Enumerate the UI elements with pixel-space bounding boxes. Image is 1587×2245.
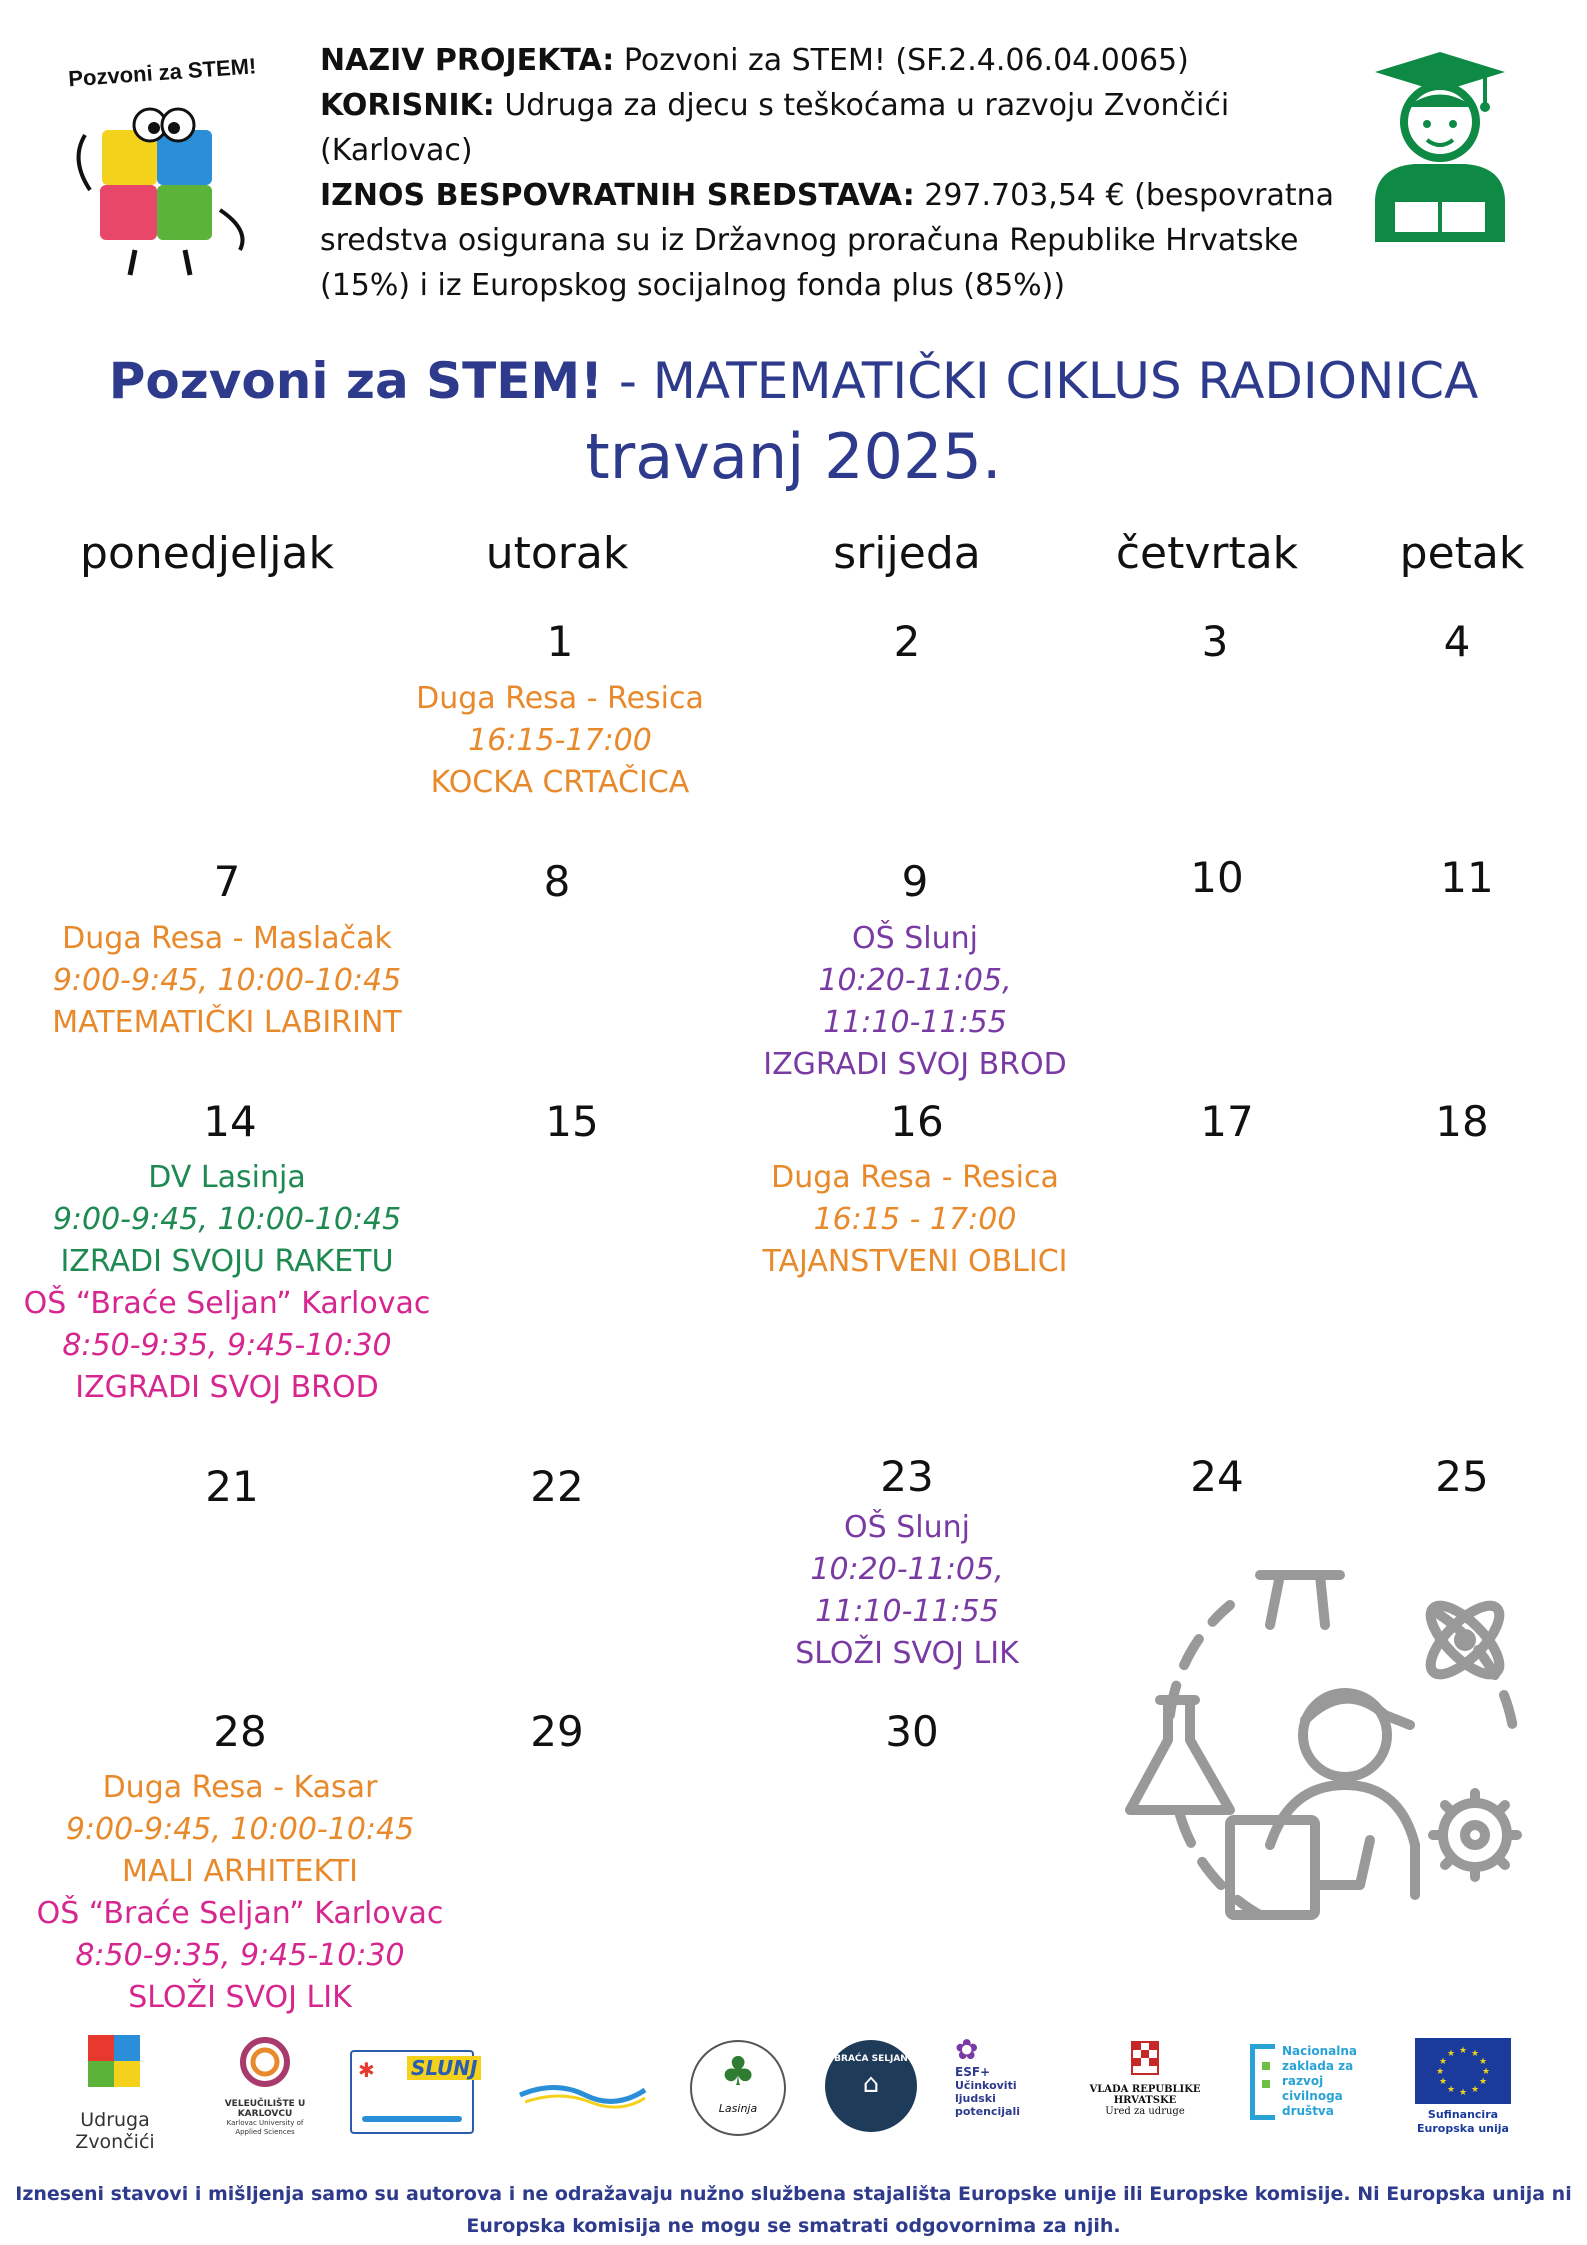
svg-text:★: ★	[1446, 2085, 1456, 2095]
day-number: 30	[885, 1707, 939, 1756]
event-apr28-seljan: OŠ “Braće Seljan” Karlovac 8:50-9:35, 9:45-10:30 SLOŽI SVOJ LIK	[36, 1896, 444, 2015]
weekday-monday: ponedjeljak	[80, 528, 334, 579]
stem-illustration	[1120, 1555, 1560, 1975]
day-number: 16	[890, 1097, 944, 1146]
day-number: 2	[893, 617, 921, 666]
day-number: 1	[546, 617, 574, 666]
logo-eu: ★ ★ ★ ★ ★ ★ ★ ★ ★ ★ ★ ★ Sufinancira Europska unija	[1408, 2038, 1518, 2148]
day-number: 21	[205, 1462, 259, 1511]
weekday-tuesday: utorak	[485, 528, 629, 579]
svg-text:★: ★	[1470, 2049, 1480, 2059]
day-number: 14	[203, 1097, 257, 1146]
day-number: 10	[1190, 853, 1244, 902]
logo-zvoncici	[40, 2030, 190, 2153]
project-info	[320, 38, 1340, 308]
day-number: 24	[1190, 1452, 1244, 1501]
page-title: Pozvoni za STEM! - MATEMATIČKI CIKLUS RADIONICA	[108, 352, 1479, 410]
event-apr14-seljan: OŠ “Braće Seljan” Karlovac 8:50-9:35, 9:45-10:30 IZGRADI SVOJ BROD	[23, 1286, 431, 1405]
event-apr16: Duga Resa - Resica 16:15 - 17:00 TAJANSTVENI OBLICI	[762, 1160, 1068, 1279]
day-number: 15	[545, 1097, 599, 1146]
amount-line: IZNOS BESPOVRATNIH SREDSTAVA: 297.703,54 € (bespovratna sredstva osigurana su iz Državnog proračuna Republike Hrvatske (15%) i iz Europskog socijalnog fonda plus (85%))	[320, 178, 1335, 303]
svg-text:★: ★	[1481, 2067, 1491, 2077]
month-title: travanj 2025.	[585, 420, 1002, 493]
day-number: 18	[1435, 1097, 1489, 1146]
day-number: 29	[530, 1707, 584, 1756]
event-apr23: OŠ Slunj 10:20-11:05, 11:10-11:55 SLOŽI SVOJ LIK	[795, 1510, 1019, 1671]
svg-text:★: ★	[1435, 2067, 1445, 2077]
day-number: 3	[1201, 617, 1229, 666]
event-apr1: Duga Resa - Resica 16:15-17:00 KOCKA CRTAČICA	[416, 681, 704, 800]
logo-os-slunj: SLUNJ ✱	[350, 2050, 474, 2134]
logo-nacionalna-zaklada: Nacionalna zaklada za razvoj civilnoga društva	[1250, 2040, 1390, 2140]
eu-flag-icon	[1415, 2038, 1511, 2104]
disclaimer: Izneseni stavovi i mišljenja samo su autorova i ne odražavaju nužno službena stajališta Europske unije ili Europske komisije. Ni Europska unija ni Europska komisija ne mogu se smatrati odgovornima za njih.	[15, 2183, 1572, 2237]
project-logo	[50, 40, 280, 280]
svg-text:★: ★	[1438, 2077, 1448, 2087]
logo-lasinja: ♣ Lasinja	[690, 2040, 786, 2136]
project-name-line: NAZIV PROJEKTA: Pozvoni za STEM! (SF.2.4.06.04.0065)	[320, 43, 1189, 78]
svg-text:★: ★	[1458, 2046, 1468, 2056]
event-apr28-kasar: Duga Resa - Kasar 9:00-9:45, 10:00-10:45 MALI ARHITEKTI	[65, 1770, 415, 1889]
svg-text:★: ★	[1438, 2057, 1448, 2067]
weekday-thursday: četvrtak	[1115, 528, 1299, 579]
day-number: 17	[1200, 1097, 1254, 1146]
svg-text:★: ★	[1478, 2077, 1488, 2087]
day-number: 8	[543, 857, 571, 906]
svg-text:★: ★	[1478, 2057, 1488, 2067]
day-number: 23	[880, 1452, 934, 1501]
day-number: 22	[530, 1462, 584, 1511]
event-apr7: Duga Resa - Maslačak 9:00-9:45, 10:00-10:45 MATEMATIČKI LABIRINT	[52, 921, 402, 1040]
event-apr9: OŠ Slunj 10:20-11:05, 11:10-11:55 IZGRADI SVOJ BROD	[763, 921, 1067, 1082]
day-number: 4	[1443, 617, 1471, 666]
svg-text:★: ★	[1446, 2049, 1456, 2059]
logo-wave	[515, 2070, 650, 2110]
day-number: 7	[213, 857, 241, 906]
svg-text:★: ★	[1470, 2085, 1480, 2095]
weekday-friday: petak	[1399, 528, 1525, 579]
day-number: 28	[213, 1707, 267, 1756]
event-apr14-lasinja: DV Lasinja 9:00-9:45, 10:00-10:45 IZRADI SVOJU RAKETU	[52, 1160, 402, 1279]
logo-text: Pozvoni za STEM!	[67, 53, 258, 92]
logo-esf: ✿ ESF+ Učinkoviti ljudski potencijali	[955, 2033, 1021, 2118]
logo-veleuciliste: VELEUČILIŠTE U KARLOVCU Karlovac University of Applied Sciences	[220, 2030, 310, 2140]
graduate-student-icon	[1365, 52, 1515, 242]
day-number: 9	[901, 857, 929, 906]
logo-vlada: VLADA REPUBLIKE HRVATSKE Ured za udruge	[1065, 2040, 1225, 2140]
logo-zvoncici-label: Udruga Zvončići	[75, 2109, 155, 2153]
day-number: 11	[1440, 853, 1494, 902]
svg-text:★: ★	[1458, 2088, 1468, 2098]
weekday-wednesday: srijeda	[833, 528, 981, 579]
day-number: 25	[1435, 1452, 1489, 1501]
user-line: KORISNIK: Udruga za djecu s teškoćama u razvoju Zvončići (Karlovac)	[320, 88, 1230, 168]
logo-os-seljan: BRAĆA SELJAN ⌂	[825, 2040, 917, 2132]
